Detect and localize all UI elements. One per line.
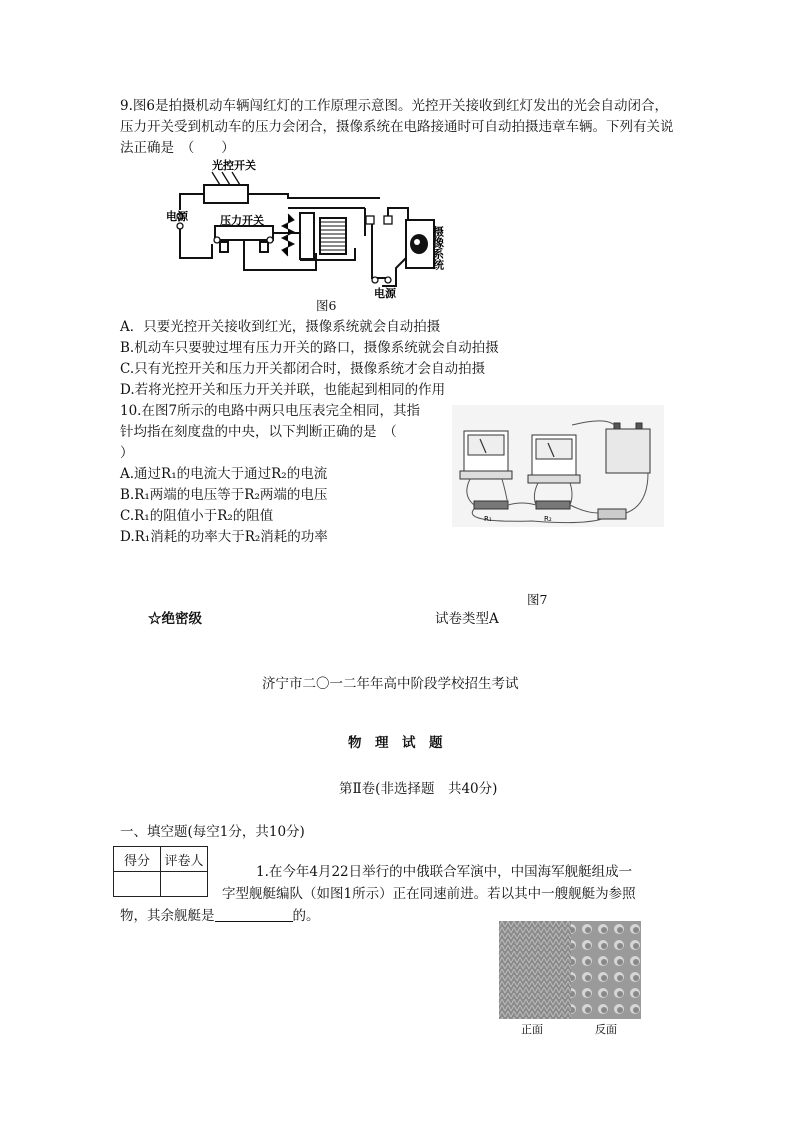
q10-option-a: A.通过R₁的电流大于通过R₂的电流 [120,466,328,482]
paper-type: 试卷类型A [435,611,499,627]
battery [606,429,650,473]
q10-option-d: D.R₁消耗的功率大于R₂消耗的功率 [120,529,328,545]
switch [598,509,626,519]
q1-line3 [120,906,320,927]
label-r2: R₂ [544,515,552,523]
subject-title: 物 理 试 题 [348,735,443,751]
q9-option-a: A．只要光控开关接收到红光，摄像系统就会自动拍摄 [120,319,441,335]
q10-stem-line2: 针均指在刻度盘的中央，以下判断正确的是 （ [120,424,397,440]
resistor-r2 [536,501,570,509]
q9-option-d: D.若将光控开关和压力开关并联，也能起到相同的作用 [120,382,446,398]
resistor-r1 [474,501,508,509]
photo-back [571,921,641,1019]
score-cell[interactable] [114,872,161,897]
score-header: 得分 [114,847,161,872]
label-back: 反面 [595,1023,617,1036]
q9-stem: 9.图6是拍摄机动车辆闯红灯的工作原理示意图。光控开关接收到红灯发出的光会自动闭合，压力开关受到机动车的压力会闭合，摄像系统在电路接通时可自动拍摄违章车辆。下列有关说法正确是 （ ） [120,98,674,156]
q10-stem-line1: 10.在图7所示的电路中两只电压表完全相同，其指 [120,403,421,419]
q1-line3-after: 的。 [292,908,320,924]
figure-7-circuit [452,405,664,527]
volume-title: 第Ⅱ卷(非选择题 共40分) [339,781,498,797]
q10-option-b: B.R₁两端的电压等于R₂两端的电压 [120,487,328,503]
q9-option-b: B.机动车只要驶过埋有压力开关的路口，摄像系统就会自动拍摄 [120,340,499,356]
label-power-2: 电源 [374,287,396,300]
q1-line3-before: 物，其余舰艇是 [120,908,215,924]
q1-answer-blank[interactable] [215,907,293,922]
q9-option-c: C.只有光控开关和压力开关都闭合时，摄像系统才会自动拍摄 [120,361,486,377]
exam-title: 济宁市二〇一二年年高中阶段学校招生考试 [262,676,519,692]
q10-stem-line3: ） [120,445,134,461]
label-power-1: 电源 [166,210,188,223]
grader-cell[interactable] [161,872,208,897]
figure-7-caption: 图7 [527,592,548,607]
label-camera: 摄像系统 [431,226,445,270]
q10-option-c: C.R₁的阻值小于R₂的阻值 [120,508,274,524]
label-pressure-switch: 压力开关 [220,214,264,227]
figure-6-caption: 图6 [316,298,337,313]
section-title: 一、填空题(每空1分，共10分) [120,824,305,840]
label-r1: R₁ [484,515,492,523]
label-front: 正面 [521,1023,543,1036]
q1-line2: 字型舰艇编队（如图1所示）正在同速前进。若以其中一艘舰艇为参照 [222,886,636,902]
figure-6-circuit [160,158,460,300]
grader-header: 评卷人 [161,847,208,872]
photo-front [499,921,571,1019]
secret-level: ☆绝密级 [148,611,202,627]
score-table [113,846,208,897]
label-light-switch: 光控开关 [212,159,256,172]
figure-1-photos [499,921,641,1037]
q1-line1: 1.在今年4月22日举行的中俄联合军演中，中国海军舰艇组成一 [256,864,633,880]
